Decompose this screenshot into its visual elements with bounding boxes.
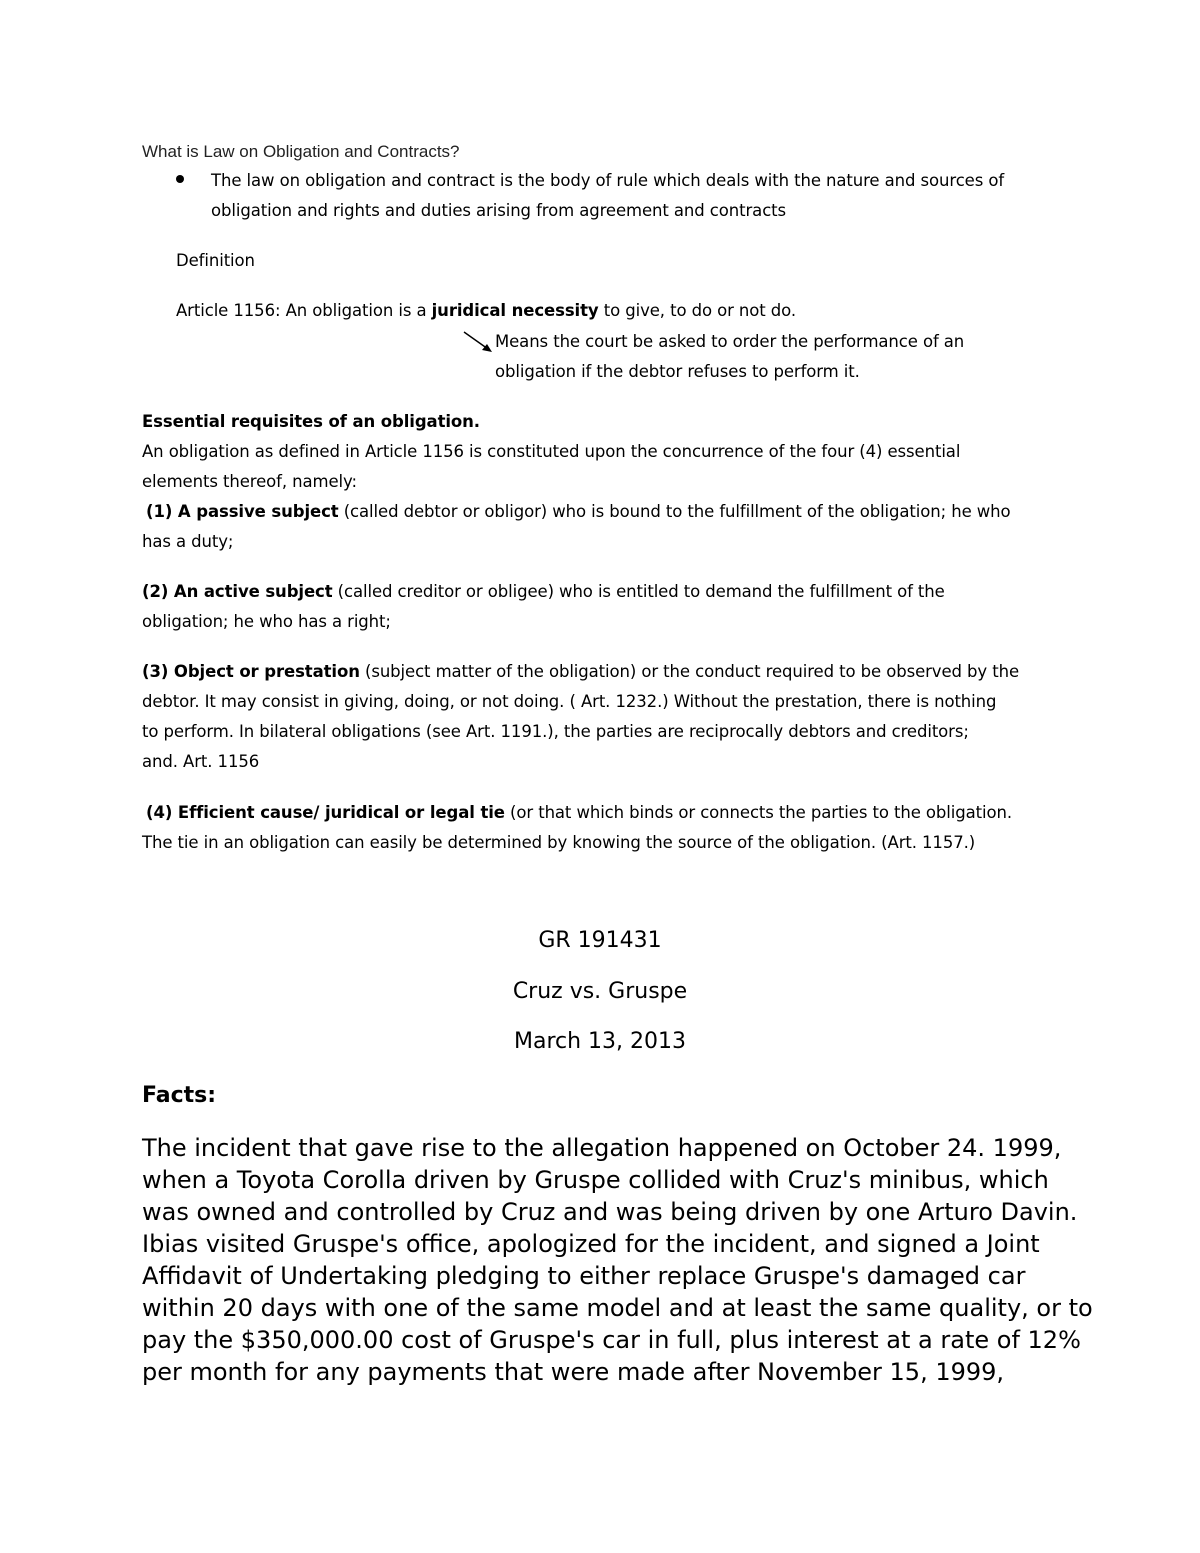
requisite-2-number: (2)	[142, 582, 174, 601]
annotation-line-1: Means the court be asked to order the performance of an	[495, 332, 965, 351]
case-title: Cruz vs. Gruspe	[512, 979, 688, 1004]
facts-heading: Facts:	[142, 1083, 217, 1108]
requisite-2-text: (called creditor or obligee) who is entitled to demand the fulfillment of the	[332, 582, 945, 601]
requisite-4-line-2: The tie in an obligation can easily be determined by knowing the source of the obligation. (Art. 1157.)	[142, 833, 976, 852]
intro-line-2: elements thereof, namely:	[142, 472, 357, 491]
essential-heading: Essential requisites of an obligation.	[142, 412, 480, 431]
question-title: What is Law on Obligation and Contracts?	[142, 142, 460, 161]
requisite-2-line-2: obligation; he who has a right;	[142, 612, 391, 631]
bullet-dot-icon	[176, 175, 184, 183]
requisite-2-line-1	[142, 577, 945, 607]
requisite-3-number: (3)	[142, 662, 174, 681]
requisite-3-term: Object or prestation	[173, 662, 360, 681]
requisite-3-text: (subject matter of the obligation) or the conduct required to be observed by the	[359, 662, 1020, 681]
requisite-1-line-1	[146, 497, 1011, 527]
article-1156	[176, 296, 796, 326]
bullet-line-2: obligation and rights and duties arising from agreement and contracts	[211, 201, 787, 220]
facts-body: The incident that gave rise to the allegation happened on October 24. 1999, when a Toyota Corolla driven by Gruspe collided with Cruz's minibus, which was owned and controlled by Cruz and was being driven by one Arturo Davin. Ibias visited Gruspe's office, apologized for the incident, and signed a Joint Affidavit of Undertaking pledging to either replace Gruspe's damaged car within 20 days with one of the same model and at least the same quality, or to pay the $350,000.00 cost of Gruspe's car in full, plus interest at a rate of 12% per month for any payments that were made after November 15, 1999,	[142, 1134, 1093, 1386]
requisite-1-number: (1)	[146, 502, 178, 521]
article-prefix: Article 1156: An obligation is a	[176, 301, 432, 320]
article-suffix: to give, to do or not do.	[598, 301, 797, 320]
requisite-3-line-2: debtor. It may consist in giving, doing, or not doing. ( Art. 1232.) Without the prestation, there is nothing	[142, 692, 997, 711]
requisite-1-text: (called debtor or obligor) who is bound to the fulfillment of the obligation; he who	[338, 502, 1011, 521]
article-bold-term: juridical necessity	[431, 301, 599, 320]
requisite-4-term: Efficient cause/ juridical or legal tie	[177, 803, 505, 822]
requisite-4-line-1	[146, 798, 1012, 828]
case-number: GR 191431	[538, 928, 662, 953]
requisite-1-term: A passive subject	[177, 502, 339, 521]
arrow-icon	[462, 330, 496, 356]
requisite-2-term: An active subject	[173, 582, 333, 601]
requisite-3-line-4: and. Art. 1156	[142, 752, 260, 771]
intro-line-1: An obligation as defined in Article 1156 is constituted upon the concurrence of the four (4) essential	[142, 442, 961, 461]
case-date: March 13, 2013	[513, 1029, 687, 1054]
requisite-1-line-2: has a duty;	[142, 532, 234, 551]
requisite-3-line-1	[142, 657, 1019, 687]
bullet-line-1: The law on obligation and contract is the body of rule which deals with the nature and sources of	[211, 171, 1005, 190]
requisite-4-number: (4)	[146, 803, 178, 822]
requisite-4-text: (or that which binds or connects the parties to the obligation.	[504, 803, 1012, 822]
definition-heading: Definition	[176, 251, 255, 270]
annotation-line-2: obligation if the debtor refuses to perform it.	[495, 362, 860, 381]
requisite-3-line-3: to perform. In bilateral obligations (see Art. 1191.), the parties are reciprocally debtors and creditors;	[142, 722, 969, 741]
